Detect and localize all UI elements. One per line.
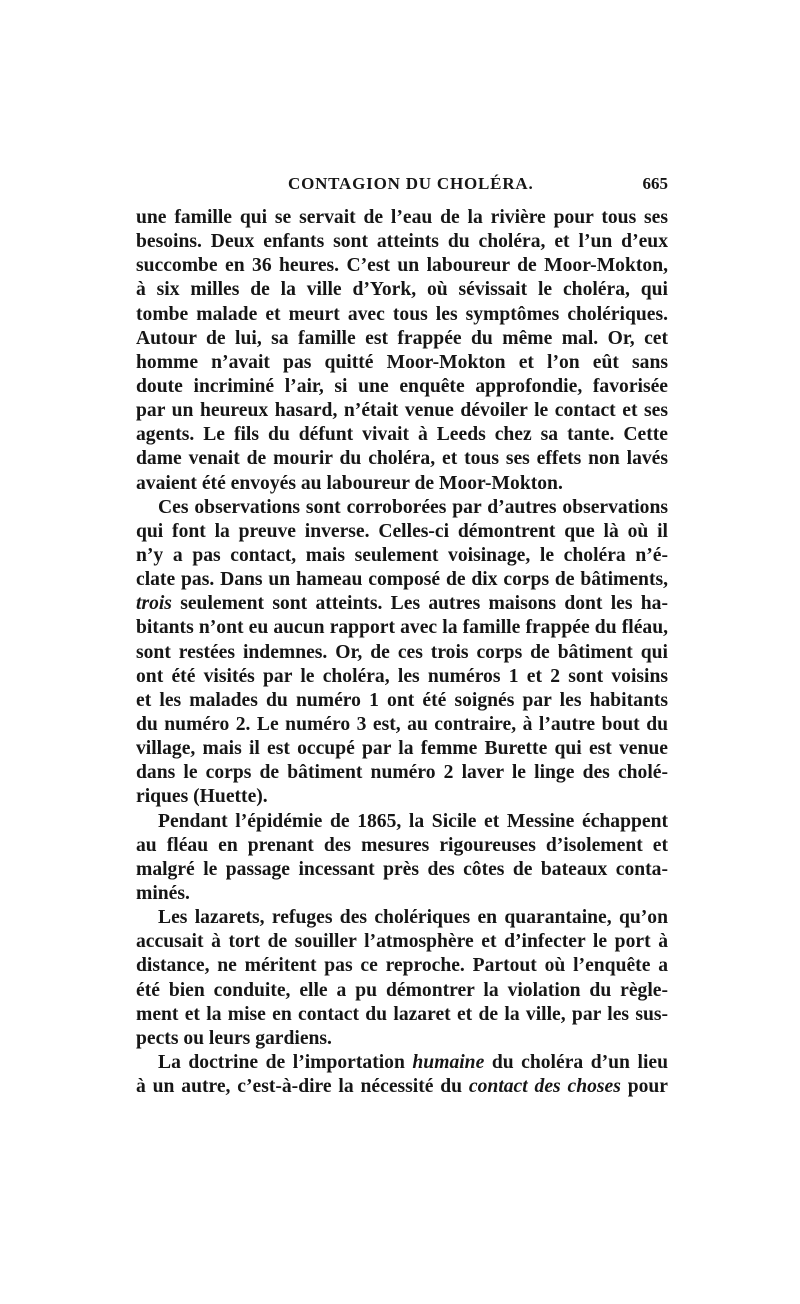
text-line xyxy=(136,520,668,544)
line-text: besoins. Deux enfants sont atteints du choléra, et l’un d’eux xyxy=(136,231,668,253)
text-line xyxy=(136,399,668,423)
line-text: doute incriminé l’air, si une enquête approfondie, favorisée xyxy=(136,375,668,397)
text-line xyxy=(136,375,668,399)
line-text: dans le corps de bâtiment numéro 2 laver le linge des cholé- xyxy=(136,762,668,784)
text-line xyxy=(136,906,668,930)
text-line xyxy=(136,882,668,906)
text-line xyxy=(136,254,668,278)
text-line xyxy=(136,689,668,713)
text-line xyxy=(136,496,668,520)
italic-word: trois xyxy=(136,593,172,615)
line-text: Les lazarets, refuges des cholériques en quarantaine, qu’on xyxy=(158,907,668,929)
line-text: homme n’avait pas quitté Moor-Mokton et l’on eût sans xyxy=(136,351,668,373)
text-line xyxy=(136,327,668,351)
line-text: tombe malade et meurt avec tous les symptômes cholériques. xyxy=(136,303,668,325)
line-text: La doctrine de l’importation humaine du choléra d’un lieu xyxy=(158,1051,668,1073)
line-text: agents. Le fils du défunt vivait à Leeds chez sa tante. Cette xyxy=(136,424,668,446)
line-text: clate pas. Dans un hameau composé de dix corps de bâtiments, xyxy=(136,569,668,591)
text-line xyxy=(136,230,668,254)
text-line xyxy=(136,303,668,327)
text-line xyxy=(136,834,668,858)
text-line xyxy=(136,665,668,689)
line-text: pects ou leurs gardiens. xyxy=(136,1027,332,1049)
text-line xyxy=(136,930,668,954)
text-line xyxy=(136,1075,668,1099)
text-line xyxy=(136,447,668,471)
line-text: distance, ne méritent pas ce reproche. Partout où l’enquête a xyxy=(136,955,668,977)
line-text: ont été visités par le choléra, les numéros 1 et 2 sont voisins xyxy=(136,665,668,687)
text-line xyxy=(136,641,668,665)
line-text: bitants n’ont eu aucun rapport avec la famille frappée du fléau, xyxy=(136,617,668,639)
line-text: succombe en 36 heures. C’est un laboureur de Moor-Mokton, xyxy=(136,255,668,277)
line-text: Ces observations sont corroborées par d’autres observations xyxy=(158,496,668,518)
line-text: accusait à tort de souiller l’atmosphère et d’infecter le port à xyxy=(136,931,668,953)
line-text: minés. xyxy=(136,882,190,904)
text-line xyxy=(136,278,668,302)
line-text: dame venait de mourir du choléra, et tous ses effets non lavés xyxy=(136,448,668,470)
text-line xyxy=(136,858,668,882)
text-line xyxy=(136,1051,668,1075)
running-title: CONTAGION DU CHOLÉRA. xyxy=(288,174,534,193)
line-text: par un heureux hasard, n’était venue dévoiler le contact et ses xyxy=(136,400,668,422)
line-text: riques (Huette). xyxy=(136,786,268,808)
line-text: village, mais il est occupé par la femme Burette qui est venue xyxy=(136,738,668,760)
line-text: et les malades du numéro 1 ont été soignés par les habitants xyxy=(136,689,668,711)
text-line xyxy=(136,472,668,496)
line-text: Pendant l’épidémie de 1865, la Sicile et Messine échappent xyxy=(158,810,668,832)
text-line xyxy=(136,810,668,834)
text-line xyxy=(136,1003,668,1027)
text-line xyxy=(136,544,668,568)
line-text: sont restées indemnes. Or, de ces trois corps de bâtiment qui xyxy=(136,641,668,663)
page-header xyxy=(136,174,668,202)
text-line xyxy=(136,206,668,230)
line-text: seulement sont atteints. Les autres maisons dont les ha- xyxy=(180,593,668,615)
text-line xyxy=(136,954,668,978)
text-line xyxy=(136,423,668,447)
line-text: qui font la preuve inverse. Celles-ci démontrent que là où il xyxy=(136,520,668,542)
text-line xyxy=(136,568,668,592)
text-line xyxy=(136,979,668,1003)
text-line xyxy=(136,351,668,375)
text-line xyxy=(136,616,668,640)
line-text: une famille qui se servait de l’eau de la rivière pour tous ses xyxy=(136,207,668,228)
text-line xyxy=(136,761,668,785)
text-line xyxy=(136,713,668,737)
line-text: Autour de lui, sa famille est frappée du même mal. Or, cet xyxy=(136,327,668,349)
text-line xyxy=(136,1027,668,1051)
line-text: à un autre, c’est-à-dire la nécessité du contact des choses pour xyxy=(136,1076,668,1098)
text-line xyxy=(136,592,668,616)
line-text: avaient été envoyés au laboureur de Moor-Mokton. xyxy=(136,472,563,494)
italic-phrase: contact des choses xyxy=(468,1076,621,1098)
line-text: au fléau en prenant des mesures rigoureuses d’isolement et xyxy=(136,834,668,856)
text-line xyxy=(136,737,668,761)
line-text: du numéro 2. Le numéro 3 est, au contraire, à l’autre bout du xyxy=(136,713,668,735)
line-text: été bien conduite, elle a pu démontrer la violation du règle- xyxy=(136,979,668,1001)
line-text: n’y a pas contact, mais seulement voisinage, le choléra n’é- xyxy=(136,544,668,566)
italic-phrase: humaine xyxy=(412,1051,485,1073)
text-line xyxy=(136,785,668,809)
page-number: 665 xyxy=(642,174,668,193)
line-text: ment et la mise en contact du lazaret et de la ville, par les sus- xyxy=(136,1003,668,1025)
body-text xyxy=(136,206,668,1099)
line-text: à six milles de la ville d’York, où sévissait le choléra, qui xyxy=(136,279,668,301)
line-text: malgré le passage incessant près des côtes de bateaux conta- xyxy=(136,858,668,880)
